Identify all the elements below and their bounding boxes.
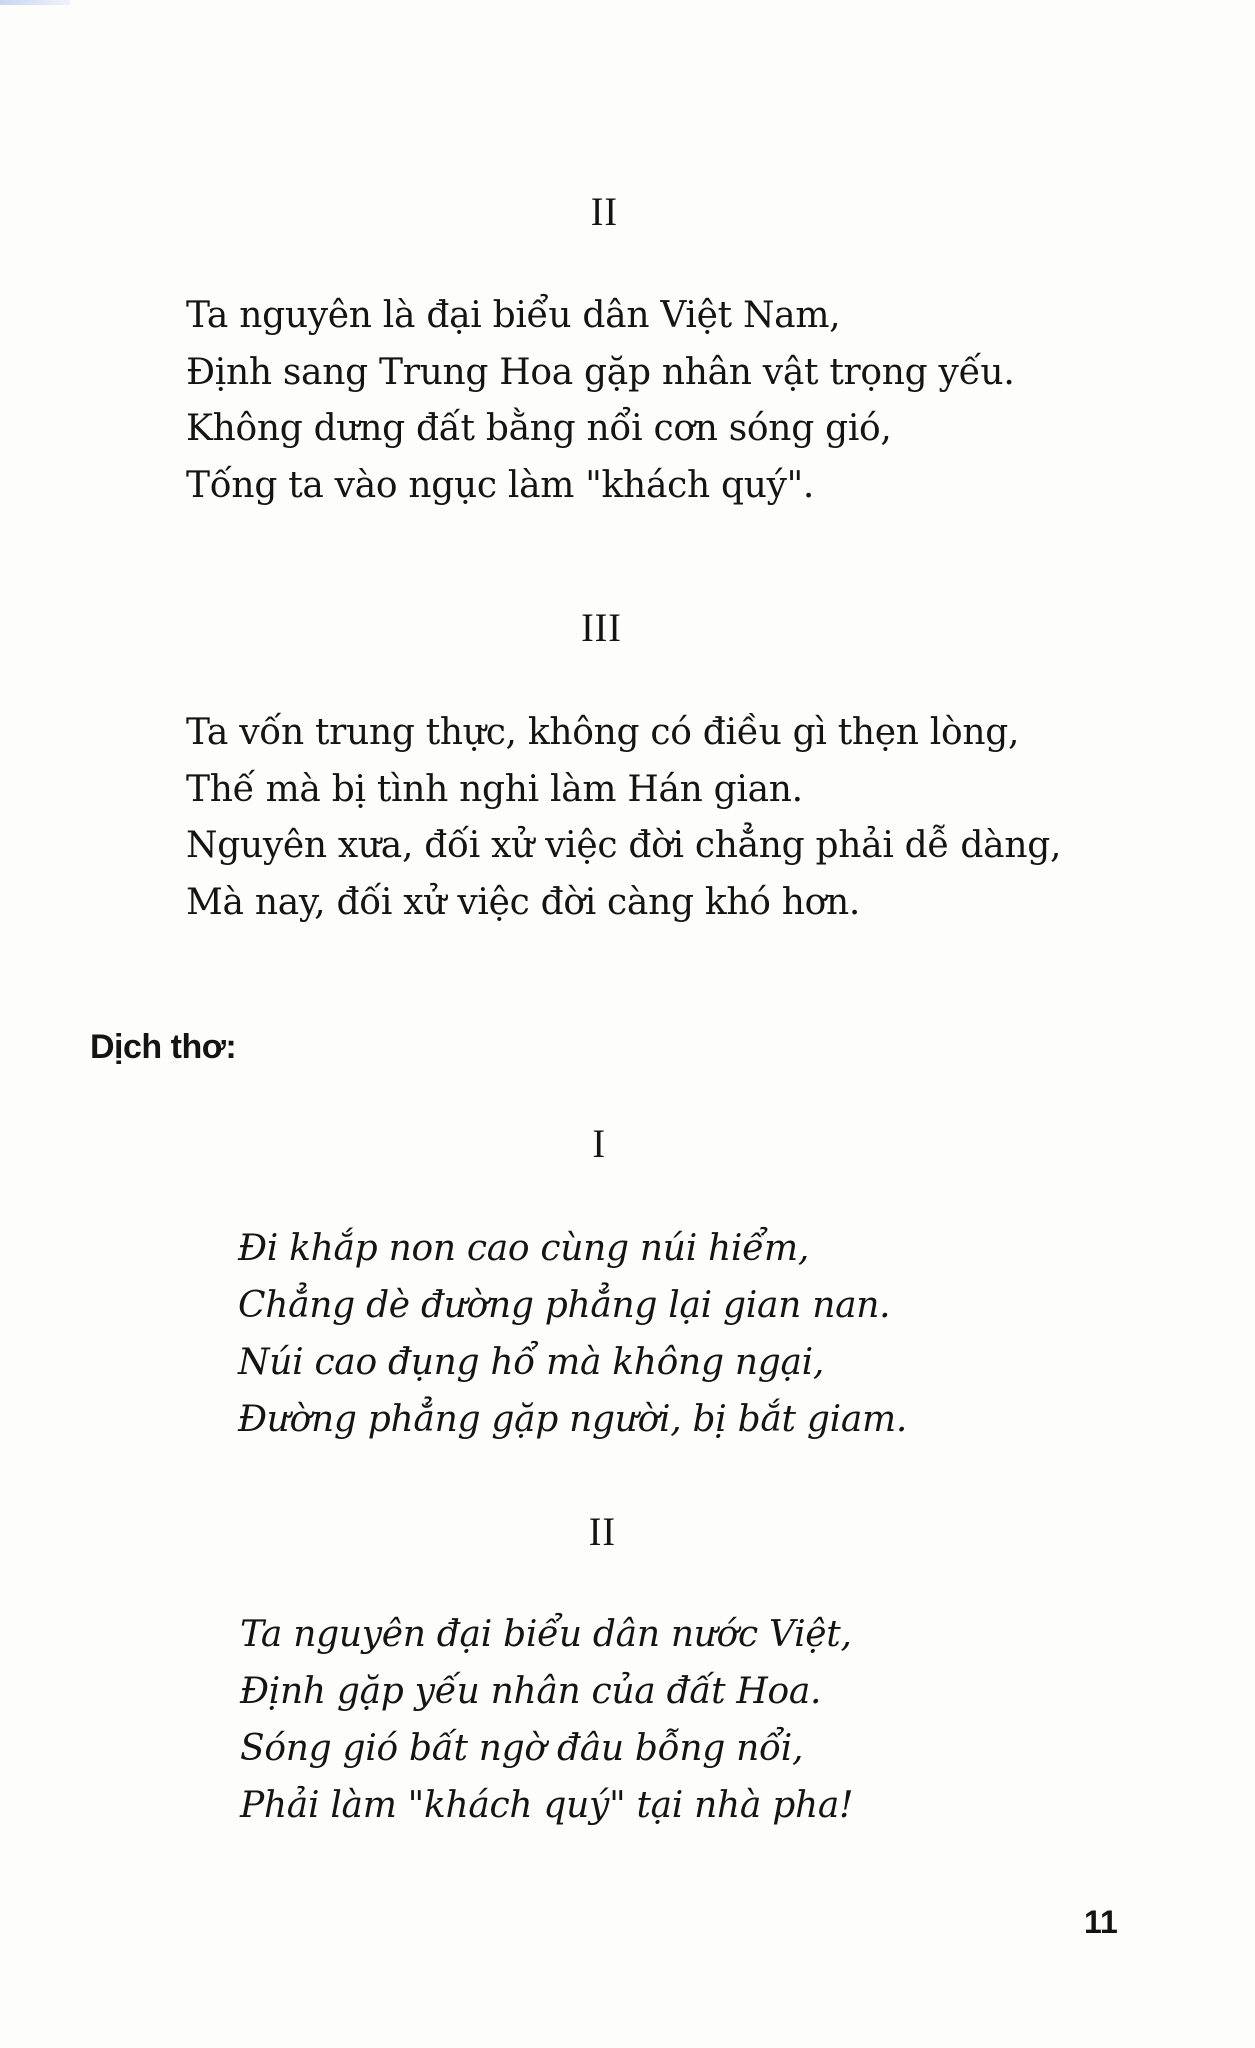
poem-line: Ta nguyên đại biểu dân nước Việt, (240, 1614, 852, 1655)
poem-line: Định gặp yếu nhân của đất Hoa. (240, 1671, 822, 1712)
poem-line: Không dưng đất bằng nổi cơn sóng gió, (186, 408, 892, 449)
poem-line: Ta nguyên là đại biểu dân Việt Nam, (186, 295, 841, 336)
page-number: 11 (1084, 1904, 1118, 1940)
poem-line: Ta vốn trung thực, không có điều gì thẹn lòng, (186, 712, 1020, 753)
poem-line: Mà nay, đối xử việc đời càng khó hơn. (186, 881, 861, 923)
poem-line: Định sang Trung Hoa gặp nhân vật trọng yếu. (186, 351, 1015, 393)
poem-line: Đi khắp non cao cùng núi hiểm, (238, 1228, 809, 1269)
poem-line: Núi cao đụng hổ mà không ngại, (238, 1342, 824, 1383)
poem-line: Thế mà bị tình nghi làm Hán gian. (186, 768, 803, 810)
stanza-original-iii (186, 705, 1061, 931)
stanza-translation-i (238, 1220, 907, 1448)
stanza-number-original-ii: II (590, 189, 618, 234)
stanza-original-ii (186, 288, 1014, 514)
stanza-number-translation-ii: II (588, 1509, 616, 1554)
poem-line: Đường phẳng gặp người, bị bắt giam. (238, 1399, 907, 1440)
stanza-number-translation-i: I (592, 1121, 606, 1166)
poem-line: Tống ta vào ngục làm "khách quý". (186, 464, 815, 506)
poem-line: Sóng gió bất ngờ đâu bỗng nổi, (240, 1728, 804, 1769)
stanza-translation-ii (240, 1606, 853, 1834)
stanza-number-original-iii: III (581, 605, 622, 650)
poem-line: Phải làm "khách quý" tại nhà pha! (240, 1785, 854, 1826)
translation-heading: Dịch thơ: (90, 1028, 237, 1066)
poem-line: Chẳng dè đường phẳng lại gian nan. (238, 1285, 891, 1326)
poem-line: Nguyên xưa, đối xử việc đời chẳng phải dễ dàng, (186, 825, 1062, 866)
